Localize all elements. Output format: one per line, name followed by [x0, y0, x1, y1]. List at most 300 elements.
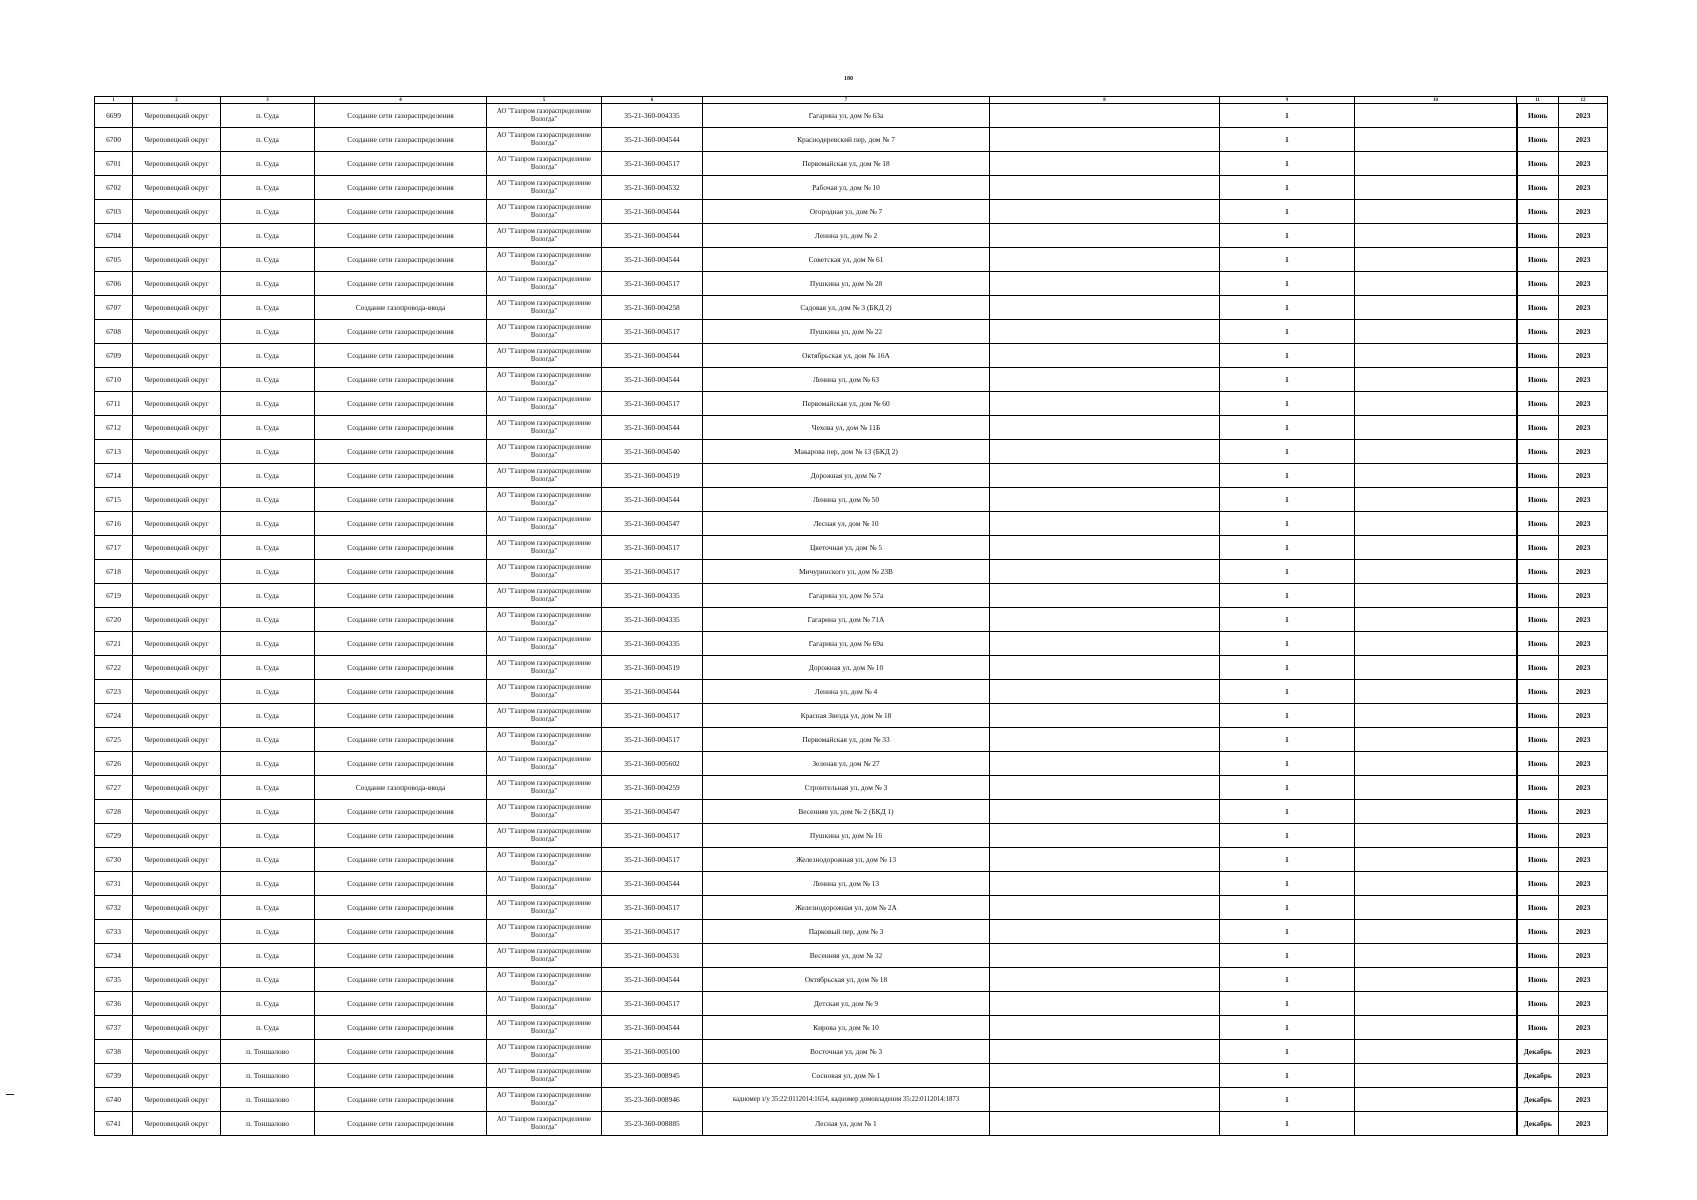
- district-cell: Череповецкий округ: [133, 560, 221, 584]
- notes-cell: [990, 920, 1220, 944]
- extra-cell: [1355, 584, 1517, 608]
- work-type-cell: Создание сети газораспределения: [315, 152, 487, 176]
- gas-connection-register-table: [94, 96, 1608, 1136]
- extra-cell: [1355, 944, 1517, 968]
- row-number: 6726: [95, 752, 133, 776]
- year-cell: 2023: [1559, 392, 1608, 416]
- tu-number-cell: 35-21-360-004547: [602, 512, 703, 536]
- extra-cell: [1355, 128, 1517, 152]
- year-cell: 2023: [1559, 536, 1608, 560]
- notes-cell: [990, 272, 1220, 296]
- district-cell: Череповецкий округ: [133, 248, 221, 272]
- work-type-cell: Создание сети газораспределения: [315, 704, 487, 728]
- count-cell: 1: [1220, 824, 1355, 848]
- settlement-cell: п. Суда: [221, 920, 315, 944]
- address-cell: Красная Звезда ул, дом № 18: [703, 704, 990, 728]
- year-cell: 2023: [1559, 752, 1608, 776]
- district-cell: Череповецкий округ: [133, 848, 221, 872]
- column-number: 11: [1517, 97, 1559, 104]
- month-cell: Июнь: [1517, 440, 1559, 464]
- tu-number-cell: 35-21-360-004544: [602, 368, 703, 392]
- work-type-cell: Создание сети газораспределения: [315, 200, 487, 224]
- organization-cell: АО "Газпром газораспределение Вологда": [487, 368, 602, 392]
- table-row: [95, 968, 1608, 992]
- month-cell: Июнь: [1517, 992, 1559, 1016]
- month-cell: Июнь: [1517, 512, 1559, 536]
- table-row: [95, 128, 1608, 152]
- row-number: 6700: [95, 128, 133, 152]
- table-row: [95, 440, 1608, 464]
- settlement-cell: п. Суда: [221, 128, 315, 152]
- extra-cell: [1355, 608, 1517, 632]
- month-cell: Июнь: [1517, 392, 1559, 416]
- extra-cell: [1355, 296, 1517, 320]
- settlement-cell: п. Тоншалово: [221, 1064, 315, 1088]
- year-cell: 2023: [1559, 608, 1608, 632]
- tu-number-cell: 35-21-360-004517: [602, 992, 703, 1016]
- address-cell: Восточная ул, дом № 3: [703, 1040, 990, 1064]
- district-cell: Череповецкий округ: [133, 656, 221, 680]
- extra-cell: [1355, 776, 1517, 800]
- address-cell: Дорожная ул, дом № 10: [703, 656, 990, 680]
- year-cell: 2023: [1559, 464, 1608, 488]
- extra-cell: [1355, 152, 1517, 176]
- address-cell: Железнодорожная ул, дом № 13: [703, 848, 990, 872]
- settlement-cell: п. Суда: [221, 464, 315, 488]
- notes-cell: [990, 1112, 1220, 1136]
- row-number: 6704: [95, 224, 133, 248]
- tu-number-cell: 35-21-360-004517: [602, 152, 703, 176]
- tu-number-cell: 35-21-360-004335: [602, 584, 703, 608]
- organization-cell: АО "Газпром газораспределение Вологда": [487, 992, 602, 1016]
- count-cell: 1: [1220, 296, 1355, 320]
- district-cell: Череповецкий округ: [133, 896, 221, 920]
- work-type-cell: Создание сети газораспределения: [315, 1016, 487, 1040]
- count-cell: 1: [1220, 512, 1355, 536]
- work-type-cell: Создание сети газораспределения: [315, 464, 487, 488]
- month-cell: Июнь: [1517, 416, 1559, 440]
- year-cell: 2023: [1559, 680, 1608, 704]
- row-number: 6713: [95, 440, 133, 464]
- table-row: [95, 512, 1608, 536]
- table-row: [95, 1064, 1608, 1088]
- year-cell: 2023: [1559, 920, 1608, 944]
- settlement-cell: п. Суда: [221, 800, 315, 824]
- notes-cell: [990, 416, 1220, 440]
- work-type-cell: Создание сети газораспределения: [315, 632, 487, 656]
- table-row: [95, 752, 1608, 776]
- count-cell: 1: [1220, 680, 1355, 704]
- notes-cell: [990, 992, 1220, 1016]
- month-cell: Июнь: [1517, 560, 1559, 584]
- tu-number-cell: 35-21-360-004517: [602, 920, 703, 944]
- tu-number-cell: 35-21-360-004517: [602, 896, 703, 920]
- work-type-cell: Создание сети газораспределения: [315, 128, 487, 152]
- address-cell: Строительная ул, дом № 3: [703, 776, 990, 800]
- district-cell: Череповецкий округ: [133, 488, 221, 512]
- row-number: 6739: [95, 1064, 133, 1088]
- count-cell: 1: [1220, 320, 1355, 344]
- notes-cell: [990, 368, 1220, 392]
- notes-cell: [990, 1064, 1220, 1088]
- settlement-cell: п. Суда: [221, 368, 315, 392]
- row-number: 6699: [95, 104, 133, 128]
- work-type-cell: Создание сети газораспределения: [315, 1040, 487, 1064]
- tu-number-cell: 35-21-360-004335: [602, 608, 703, 632]
- settlement-cell: п. Суда: [221, 584, 315, 608]
- table-row: [95, 296, 1608, 320]
- work-type-cell: Создание сети газораспределения: [315, 872, 487, 896]
- year-cell: 2023: [1559, 1088, 1608, 1112]
- address-cell: Парковый пер, дом № 3: [703, 920, 990, 944]
- work-type-cell: Создание сети газораспределения: [315, 560, 487, 584]
- work-type-cell: Создание сети газораспределения: [315, 512, 487, 536]
- organization-cell: АО "Газпром газораспределение Вологда": [487, 344, 602, 368]
- month-cell: Июнь: [1517, 320, 1559, 344]
- table-row: [95, 824, 1608, 848]
- count-cell: 1: [1220, 464, 1355, 488]
- work-type-cell: Создание сети газораспределения: [315, 848, 487, 872]
- row-number: 6737: [95, 1016, 133, 1040]
- month-cell: Июнь: [1517, 344, 1559, 368]
- table-row: [95, 1016, 1608, 1040]
- row-number: 6718: [95, 560, 133, 584]
- notes-cell: [990, 104, 1220, 128]
- count-cell: 1: [1220, 944, 1355, 968]
- district-cell: Череповецкий округ: [133, 992, 221, 1016]
- settlement-cell: п. Суда: [221, 704, 315, 728]
- district-cell: Череповецкий округ: [133, 392, 221, 416]
- row-number: 6738: [95, 1040, 133, 1064]
- work-type-cell: Создание сети газораспределения: [315, 272, 487, 296]
- extra-cell: [1355, 632, 1517, 656]
- tu-number-cell: 35-21-360-004531: [602, 944, 703, 968]
- settlement-cell: п. Суда: [221, 512, 315, 536]
- settlement-cell: п. Суда: [221, 272, 315, 296]
- row-number: 6719: [95, 584, 133, 608]
- address-cell: Первомайская ул, дом № 33: [703, 728, 990, 752]
- notes-cell: [990, 704, 1220, 728]
- month-cell: Декабрь: [1517, 1064, 1559, 1088]
- notes-cell: [990, 296, 1220, 320]
- address-cell: Сосновая ул, дом № 1: [703, 1064, 990, 1088]
- extra-cell: [1355, 1112, 1517, 1136]
- district-cell: Череповецкий округ: [133, 776, 221, 800]
- year-cell: 2023: [1559, 104, 1608, 128]
- address-cell: Гагарина ул, дом № 69а: [703, 632, 990, 656]
- district-cell: Череповецкий округ: [133, 944, 221, 968]
- row-number: 6735: [95, 968, 133, 992]
- district-cell: Череповецкий округ: [133, 368, 221, 392]
- notes-cell: [990, 200, 1220, 224]
- district-cell: Череповецкий округ: [133, 200, 221, 224]
- column-number: 2: [133, 97, 221, 104]
- settlement-cell: п. Суда: [221, 680, 315, 704]
- tu-number-cell: 35-21-360-004544: [602, 488, 703, 512]
- month-cell: Июнь: [1517, 248, 1559, 272]
- table-row: [95, 800, 1608, 824]
- organization-cell: АО "Газпром газораспределение Вологда": [487, 392, 602, 416]
- row-number: 6725: [95, 728, 133, 752]
- settlement-cell: п. Тоншалово: [221, 1112, 315, 1136]
- tu-number-cell: 35-21-360-004544: [602, 680, 703, 704]
- settlement-cell: п. Суда: [221, 344, 315, 368]
- district-cell: Череповецкий округ: [133, 1112, 221, 1136]
- settlement-cell: п. Суда: [221, 752, 315, 776]
- month-cell: Июнь: [1517, 776, 1559, 800]
- district-cell: Череповецкий округ: [133, 704, 221, 728]
- work-type-cell: Создание сети газораспределения: [315, 1112, 487, 1136]
- settlement-cell: п. Суда: [221, 224, 315, 248]
- month-cell: Июнь: [1517, 176, 1559, 200]
- table-row: [95, 320, 1608, 344]
- table-row: [95, 344, 1608, 368]
- tu-number-cell: 35-21-360-004335: [602, 632, 703, 656]
- year-cell: 2023: [1559, 1112, 1608, 1136]
- district-cell: Череповецкий округ: [133, 320, 221, 344]
- month-cell: Декабрь: [1517, 1040, 1559, 1064]
- year-cell: 2023: [1559, 584, 1608, 608]
- district-cell: Череповецкий округ: [133, 1064, 221, 1088]
- district-cell: Череповецкий округ: [133, 176, 221, 200]
- organization-cell: АО "Газпром газораспределение Вологда": [487, 1016, 602, 1040]
- organization-cell: АО "Газпром газораспределение Вологда": [487, 1040, 602, 1064]
- tu-number-cell: 35-21-360-004544: [602, 248, 703, 272]
- tu-number-cell: 35-21-360-004517: [602, 560, 703, 584]
- month-cell: Июнь: [1517, 920, 1559, 944]
- tu-number-cell: 35-21-360-004258: [602, 296, 703, 320]
- month-cell: Июнь: [1517, 200, 1559, 224]
- district-cell: Череповецкий округ: [133, 728, 221, 752]
- month-cell: Июнь: [1517, 152, 1559, 176]
- row-number: 6731: [95, 872, 133, 896]
- notes-cell: [990, 800, 1220, 824]
- tu-number-cell: 35-21-360-005100: [602, 1040, 703, 1064]
- notes-cell: [990, 536, 1220, 560]
- notes-cell: [990, 896, 1220, 920]
- extra-cell: [1355, 392, 1517, 416]
- notes-cell: [990, 584, 1220, 608]
- year-cell: 2023: [1559, 272, 1608, 296]
- address-cell: Кирова ул, дом № 10: [703, 1016, 990, 1040]
- extra-cell: [1355, 872, 1517, 896]
- month-cell: Июнь: [1517, 968, 1559, 992]
- table-row: [95, 416, 1608, 440]
- address-cell: Первомайская ул, дом № 18: [703, 152, 990, 176]
- organization-cell: АО "Газпром газораспределение Вологда": [487, 872, 602, 896]
- column-number: 5: [487, 97, 602, 104]
- notes-cell: [990, 128, 1220, 152]
- settlement-cell: п. Суда: [221, 488, 315, 512]
- organization-cell: АО "Газпром газораспределение Вологда": [487, 176, 602, 200]
- address-cell: Октябрьская ул, дом № 16А: [703, 344, 990, 368]
- extra-cell: [1355, 560, 1517, 584]
- notes-cell: [990, 656, 1220, 680]
- settlement-cell: п. Суда: [221, 416, 315, 440]
- month-cell: Июнь: [1517, 1016, 1559, 1040]
- extra-cell: [1355, 1040, 1517, 1064]
- district-cell: Череповецкий округ: [133, 680, 221, 704]
- extra-cell: [1355, 656, 1517, 680]
- address-cell: Чехова ул, дом № 11Б: [703, 416, 990, 440]
- month-cell: Июнь: [1517, 752, 1559, 776]
- settlement-cell: п. Суда: [221, 992, 315, 1016]
- month-cell: Июнь: [1517, 824, 1559, 848]
- table-row: [95, 776, 1608, 800]
- address-cell: Макарова пер, дом № 13 (БКД 2): [703, 440, 990, 464]
- district-cell: Череповецкий округ: [133, 272, 221, 296]
- row-number: 6708: [95, 320, 133, 344]
- year-cell: 2023: [1559, 1016, 1608, 1040]
- work-type-cell: Создание газопровода-ввода: [315, 296, 487, 320]
- table-row: [95, 632, 1608, 656]
- count-cell: 1: [1220, 272, 1355, 296]
- notes-cell: [990, 608, 1220, 632]
- count-cell: 1: [1220, 752, 1355, 776]
- settlement-cell: п. Суда: [221, 152, 315, 176]
- district-cell: Череповецкий округ: [133, 440, 221, 464]
- address-cell: Первомайская ул, дом № 60: [703, 392, 990, 416]
- district-cell: Череповецкий округ: [133, 152, 221, 176]
- count-cell: 1: [1220, 920, 1355, 944]
- address-cell: Ленина ул, дом № 13: [703, 872, 990, 896]
- month-cell: Июнь: [1517, 272, 1559, 296]
- district-cell: Череповецкий округ: [133, 872, 221, 896]
- table-row: [95, 944, 1608, 968]
- year-cell: 2023: [1559, 776, 1608, 800]
- column-number: 6: [602, 97, 703, 104]
- settlement-cell: п. Суда: [221, 632, 315, 656]
- district-cell: Череповецкий округ: [133, 1016, 221, 1040]
- organization-cell: АО "Газпром газораспределение Вологда": [487, 1088, 602, 1112]
- settlement-cell: п. Суда: [221, 392, 315, 416]
- count-cell: 1: [1220, 1016, 1355, 1040]
- column-number: 9: [1220, 97, 1355, 104]
- month-cell: Июнь: [1517, 848, 1559, 872]
- organization-cell: АО "Газпром газораспределение Вологда": [487, 920, 602, 944]
- month-cell: Июнь: [1517, 680, 1559, 704]
- month-cell: Июнь: [1517, 536, 1559, 560]
- work-type-cell: Создание сети газораспределения: [315, 392, 487, 416]
- address-cell: Зеленая ул, дом № 27: [703, 752, 990, 776]
- settlement-cell: п. Суда: [221, 440, 315, 464]
- row-number: 6706: [95, 272, 133, 296]
- tu-number-cell: 35-21-360-004544: [602, 1016, 703, 1040]
- organization-cell: АО "Газпром газораспределение Вологда": [487, 272, 602, 296]
- organization-cell: АО "Газпром газораспределение Вологда": [487, 704, 602, 728]
- month-cell: Июнь: [1517, 296, 1559, 320]
- row-number: 6736: [95, 992, 133, 1016]
- extra-cell: [1355, 896, 1517, 920]
- year-cell: 2023: [1559, 320, 1608, 344]
- settlement-cell: п. Суда: [221, 848, 315, 872]
- table-row: [95, 176, 1608, 200]
- count-cell: 1: [1220, 440, 1355, 464]
- month-cell: Июнь: [1517, 656, 1559, 680]
- extra-cell: [1355, 176, 1517, 200]
- address-cell: Гагарина ул, дом № 71А: [703, 608, 990, 632]
- notes-cell: [990, 1088, 1220, 1112]
- address-cell: Мичуринского ул, дом № 23В: [703, 560, 990, 584]
- work-type-cell: Создание сети газораспределения: [315, 752, 487, 776]
- table-row: [95, 656, 1608, 680]
- district-cell: Череповецкий округ: [133, 800, 221, 824]
- row-number: 6707: [95, 296, 133, 320]
- address-cell: Лесная ул, дом № 1: [703, 1112, 990, 1136]
- extra-cell: [1355, 200, 1517, 224]
- table-row: [95, 104, 1608, 128]
- count-cell: 1: [1220, 248, 1355, 272]
- month-cell: Июнь: [1517, 632, 1559, 656]
- organization-cell: АО "Газпром газораспределение Вологда": [487, 632, 602, 656]
- organization-cell: АО "Газпром газораспределение Вологда": [487, 560, 602, 584]
- year-cell: 2023: [1559, 152, 1608, 176]
- year-cell: 2023: [1559, 368, 1608, 392]
- table-row: [95, 584, 1608, 608]
- column-number: 7: [703, 97, 990, 104]
- settlement-cell: п. Суда: [221, 872, 315, 896]
- table-row: [95, 1112, 1608, 1136]
- extra-cell: [1355, 464, 1517, 488]
- table-row: [95, 224, 1608, 248]
- tu-number-cell: 35-21-360-004517: [602, 728, 703, 752]
- notes-cell: [990, 488, 1220, 512]
- work-type-cell: Создание сети газораспределения: [315, 536, 487, 560]
- year-cell: 2023: [1559, 296, 1608, 320]
- district-cell: Череповецкий округ: [133, 752, 221, 776]
- address-cell: Краснодеревский пер, дом № 7: [703, 128, 990, 152]
- address-cell: Детская ул, дом № 9: [703, 992, 990, 1016]
- settlement-cell: п. Суда: [221, 728, 315, 752]
- count-cell: 1: [1220, 632, 1355, 656]
- organization-cell: АО "Газпром газораспределение Вологда": [487, 152, 602, 176]
- row-number: 6720: [95, 608, 133, 632]
- table-row: [95, 1088, 1608, 1112]
- count-cell: 1: [1220, 800, 1355, 824]
- address-cell: Ленина ул, дом № 63: [703, 368, 990, 392]
- tu-number-cell: 35-23-360-008946: [602, 1088, 703, 1112]
- address-cell: Пушкина ул, дом № 22: [703, 320, 990, 344]
- tu-number-cell: 35-21-360-004544: [602, 128, 703, 152]
- district-cell: Череповецкий округ: [133, 416, 221, 440]
- count-cell: 1: [1220, 152, 1355, 176]
- district-cell: Череповецкий округ: [133, 584, 221, 608]
- month-cell: Июнь: [1517, 800, 1559, 824]
- organization-cell: АО "Газпром газораспределение Вологда": [487, 320, 602, 344]
- organization-cell: АО "Газпром газораспределение Вологда": [487, 104, 602, 128]
- settlement-cell: п. Суда: [221, 176, 315, 200]
- organization-cell: АО "Газпром газораспределение Вологда": [487, 224, 602, 248]
- table-body: [95, 104, 1608, 1136]
- work-type-cell: Создание сети газораспределения: [315, 728, 487, 752]
- year-cell: 2023: [1559, 848, 1608, 872]
- table-row: [95, 272, 1608, 296]
- extra-cell: [1355, 344, 1517, 368]
- row-number: 6741: [95, 1112, 133, 1136]
- settlement-cell: п. Суда: [221, 1016, 315, 1040]
- count-cell: 1: [1220, 392, 1355, 416]
- year-cell: 2023: [1559, 656, 1608, 680]
- notes-cell: [990, 440, 1220, 464]
- table-row: [95, 392, 1608, 416]
- address-cell: Пушкина ул, дом № 28: [703, 272, 990, 296]
- extra-cell: [1355, 512, 1517, 536]
- count-cell: 1: [1220, 344, 1355, 368]
- notes-cell: [990, 872, 1220, 896]
- settlement-cell: п. Суда: [221, 608, 315, 632]
- column-number: 4: [315, 97, 487, 104]
- page-number: 180: [844, 76, 853, 82]
